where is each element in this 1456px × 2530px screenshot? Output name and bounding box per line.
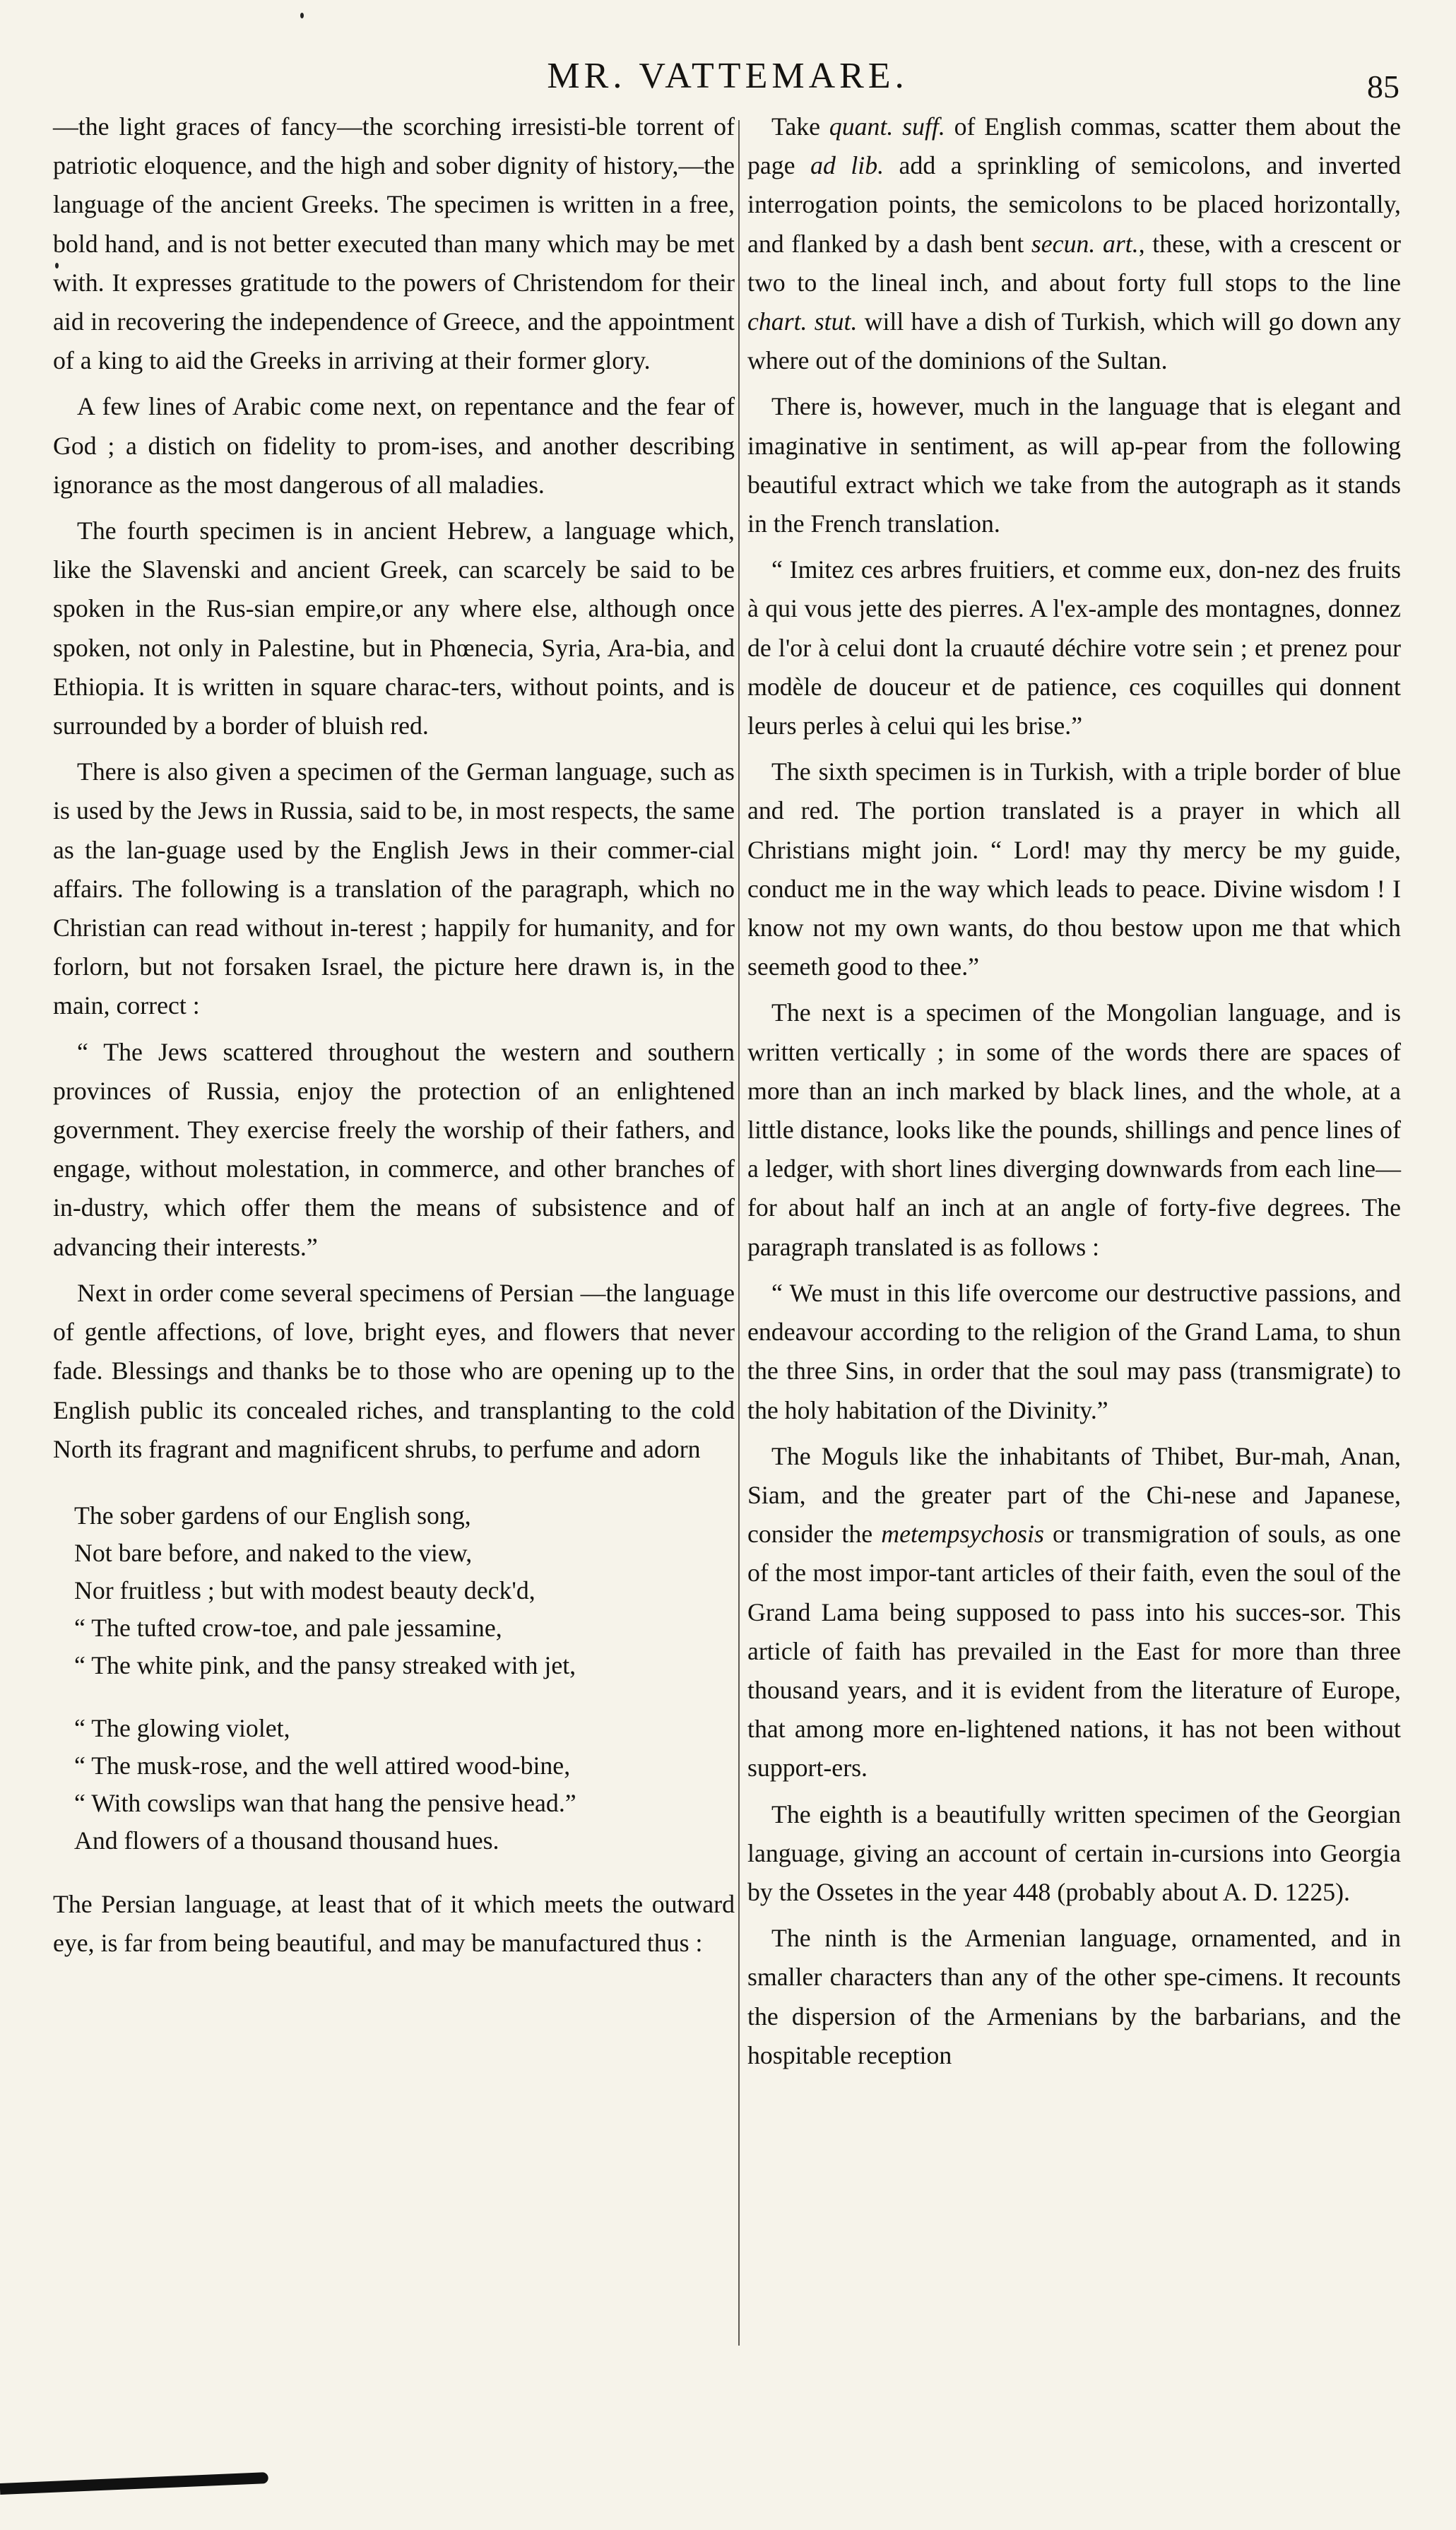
poem-stanza	[74, 1497, 735, 1684]
paragraph-turkish-recipe	[747, 107, 1401, 380]
poem-line: “ The white pink, and the pansy streaked with jet,	[74, 1650, 576, 1679]
paragraph-hebrew: The fourth specimen is in ancient Hebrew, a language which, like the Slavenski and ancient Greek, can scarcely be said to be spoken in the Rus-sian empire,or any where else, although once spoken, not only in Palestine, but in Phœnecia, Syria, Ara-bia, and Ethiopia. It is written in square charac-ters, without points, and is surrounded by a border of bluish red.	[53, 516, 735, 740]
running-head: MR. VATTEMARE.	[547, 56, 908, 96]
latin-phrase: ad lib.	[810, 151, 884, 180]
latin-phrase: quant. suff.	[829, 112, 945, 141]
latin-phrase: secun. art.	[1031, 229, 1139, 258]
quotation-jews-russia: “ The Jews scattered throughout the western and southern provinces of Russia, enjoy the protection of an enlightened government. They exercise freely the worship of their fathers, and engage, without molestation, in commerce, and other branches of in-dustry, which offer them the means of subsistence and of advancing their interests.”	[53, 1037, 735, 1261]
paragraph-sixth-specimen: The sixth specimen is in Turkish, with a triple border of blue and red. The portion translated is a prayer in which all Christians might join. “ Lord! may thy mercy be my guide, conduct me in the way which leads to peace. Divine wisdom ! I know not my own wants, do thou bestow upon me that which seemeth good to thee.”	[747, 757, 1401, 981]
text-run: , these, with a crescent or two to the lineal inch, and about forty full stops to the line	[747, 229, 1401, 297]
paragraph-greek-continued: —the light graces of fancy—the scorching irresisti-ble torrent of patriotic eloquence, and the high and sober dignity of history,—the language of the ancient Greeks. The specimen is written in a free, bold hand, and is not better executed than many which may be met with. It expresses gratitude to the powers of Christendom for their aid in recovering the independence of Greece, and the appointment of a king to aid the Greeks in arriving at their former glory.	[53, 112, 735, 375]
paragraph-german: There is also given a specimen of the German language, such as is used by the Jews in Russia, said to be, in most respects, the same as the lan-guage used by the English Jews in their commer-cial affairs. The following is a translation of the paragraph, which no Christian can read without in-terest ; happily for humanity, and for forlorn, but not forsaken Israel, the picture here drawn is, in the main, correct :	[53, 757, 735, 1020]
latin-phrase: chart. stut.	[747, 307, 858, 336]
page-number: 85	[1367, 69, 1399, 105]
poem-stanza	[74, 1710, 735, 1860]
paragraph-persian-manufacture: The Persian language, at least that of it which meets the outward eye, is far from being beautiful, and may be manufactured thus :	[53, 1889, 735, 1958]
left-column	[53, 107, 735, 1970]
paragraph-armenian: The ninth is the Armenian language, ornamented, and in smaller characters than any of the other spe-cimens. It recounts the dispersion of the Armenians by the barbarians, and the hospitable reception	[747, 1924, 1401, 2069]
text-run: add a sprinkling of semicolons, and inverted interrogation points, the semicolons to be placed horizontally, and flanked by a dash bent	[747, 151, 1401, 258]
poem-line: The sober gardens of our English song,	[74, 1501, 471, 1530]
quotation-french: “ Imitez ces arbres fruitiers, et comme eux, don-nez des fruits à qui vous jette des pierres. A l'ex-ample des montagnes, donnez de l'or à celui dont la cruauté déchire votre sein ; et prenez pour modèle de douceur et de patience, ces coquilles qui donnent leurs perles à celui qui les brise.”	[747, 555, 1401, 740]
italic-term: metempsychosis	[881, 1520, 1044, 1549]
ink-speck	[55, 263, 59, 268]
poem-line: “ The musk-rose, and the well attired wood-bine,	[74, 1751, 571, 1780]
paragraph-georgian: The eighth is a beautifully written specimen of the Georgian language, giving an account of certain in-cursions into Georgia by the Ossetes in the year 448 (probably about A. D. 1225).	[747, 1799, 1401, 1906]
paragraph-arabic: A few lines of Arabic come next, on repentance and the fear of God ; a distich on fidelity to prom-ises, and another describing ignorance as the most dangerous of all maladies.	[53, 392, 735, 499]
text-run: The Moguls like the inhabitants of Thibet, Bur-mah, Anan, Siam, and the greater part of the Chi-nese and Japanese, consider the	[747, 1441, 1401, 1549]
right-column	[747, 107, 1401, 2082]
text-run: or transmigration of souls, as one of the most impor-tant articles of their faith, even the soul of the Grand Lama being supposed to pass into his succes-sor. This article of faith has prevailed in the East for more than three thousand years, and it is evident from the literature of Europe, that among more en-lightened nations, it has not been without support-ers.	[747, 1520, 1401, 1783]
text-run: will have a dish of Turkish, which will go down any where out of the dominions of the Sultan.	[747, 307, 1401, 375]
paragraph-elegant-sentiment: There is, however, much in the language that is elegant and imaginative in sentiment, as will ap-pear from the following beautiful extract which we take from the autograph as it stands in the French translation.	[747, 392, 1401, 538]
ink-speck	[300, 13, 304, 18]
poem-line: “ The tufted crow-toe, and pale jessamine,	[74, 1613, 502, 1642]
text-run: Take	[771, 112, 829, 141]
ink-blot	[0, 2472, 268, 2495]
column-divider	[738, 120, 740, 2346]
poem-line: Not bare before, and naked to the view,	[74, 1538, 473, 1567]
poem-quotation	[74, 1497, 735, 1860]
poem-line: Nor fruitless ; but with modest beauty deck'd,	[74, 1576, 535, 1604]
page-header	[0, 55, 1456, 112]
poem-line: “ The glowing violet,	[74, 1713, 290, 1742]
paragraph-persian: Next in order come several specimens of Persian —the language of gentle affections, of love, bright eyes, and flowers that never fade. Blessings and thanks be to those who are opening up to the English public its concealed riches, and transplanting to the cold North its fragrant and magnificent shrubs, to perfume and adorn	[53, 1278, 735, 1463]
paragraph-moguls	[747, 1437, 1401, 1788]
poem-line: “ With cowslips wan that hang the pensive head.”	[74, 1788, 576, 1817]
text-run: of English commas, scatter them about the page	[747, 112, 1402, 180]
paragraph-mongolian: The next is a specimen of the Mongolian language, and is written vertically ; in some of the words there are spaces of more than an inch marked by black lines, and the whole, at a little distance, looks like the pounds, shillings and pence lines of a ledger, with short lines diverging downwards from each line—for about half an inch at an angle of forty-five degrees. The paragraph translated is as follows :	[747, 998, 1401, 1261]
poem-line: And flowers of a thousand thousand hues.	[74, 1826, 499, 1855]
quotation-grand-lama: “ We must in this life overcome our destructive passions, and endeavour according to the religion of the Grand Lama, to shun the three Sins, in order that the soul may pass (transmigrate) to the holy habitation of the Divinity.”	[747, 1278, 1401, 1424]
